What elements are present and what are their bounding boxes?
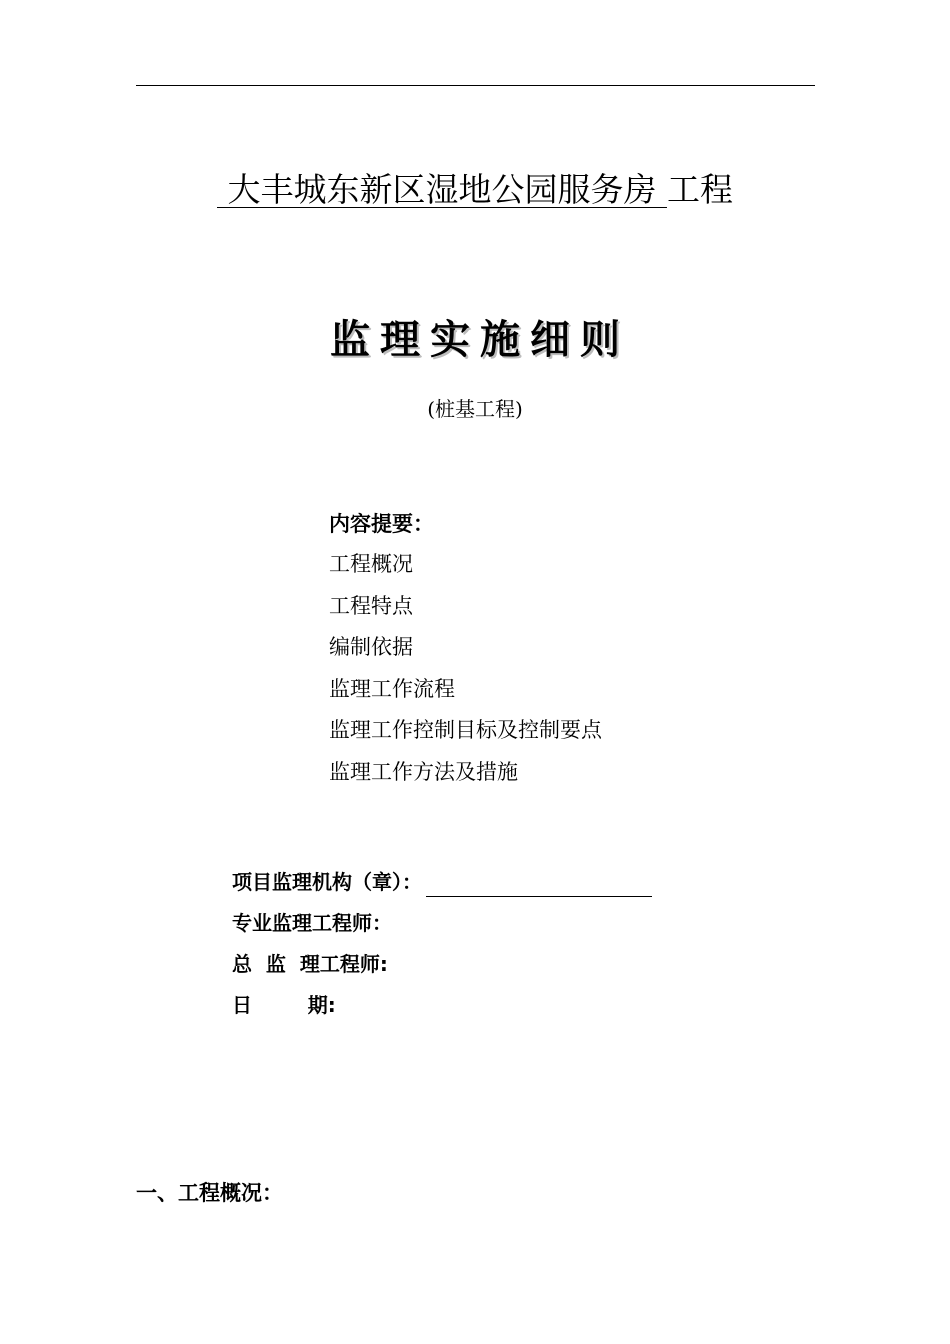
contents-item: 监理工作方法及措施 (329, 759, 518, 784)
contents-item: 监理工作控制目标及控制要点 (329, 718, 602, 742)
project-suffix: 工程 (666, 170, 733, 209)
project-name: 大丰城东新区湿地公园服务房 (217, 170, 667, 209)
contents-heading: 内容提要： (329, 512, 434, 536)
signature-block (232, 867, 652, 1031)
header-rule (136, 85, 815, 86)
date-label: 日 期: (232, 993, 336, 1017)
contents-list (329, 549, 602, 798)
chief-label: 总 监 理工程师: (232, 952, 388, 976)
contents-item: 工程概况 (329, 552, 413, 576)
agency-label: 项目监理机构（章）： (232, 870, 422, 894)
agency-signature-line (426, 874, 652, 897)
section-heading: 一、工程概况： (136, 1181, 283, 1205)
contents-item: 监理工作流程 (329, 676, 455, 701)
agency-row (232, 867, 652, 908)
project-title (0, 168, 950, 212)
document-title: 监理实施细则 (330, 317, 630, 363)
document-subtitle: (桩基工程) (427, 397, 523, 421)
specialist-label: 专业监理工程师： (232, 911, 392, 935)
contents-item: 编制依据 (329, 635, 413, 659)
contents-item: 工程特点 (329, 593, 413, 618)
